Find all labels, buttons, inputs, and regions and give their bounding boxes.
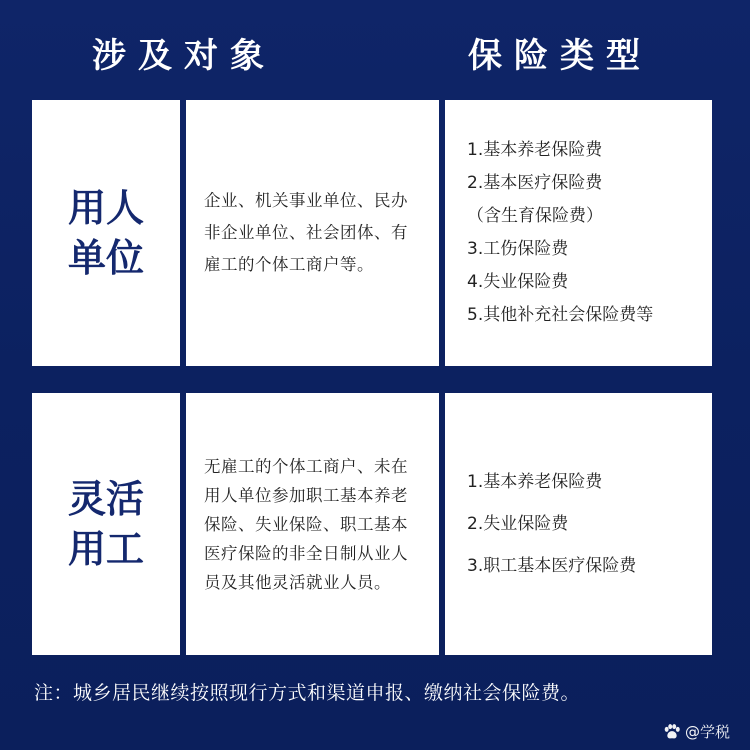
insurance-type-item: 1.基本养老保险费 <box>467 140 603 160</box>
row-label: 用人单位 <box>67 185 144 280</box>
watermark <box>663 721 730 742</box>
row-label: 灵活用工 <box>67 476 144 571</box>
row-label-cell <box>32 393 180 655</box>
header-insurance-type: 保险类型 <box>468 36 652 76</box>
insurance-type-item: 5.其他补充社会保险费等 <box>467 305 654 325</box>
insurance-type-item: 3.工伤保险费 <box>467 239 569 259</box>
insurance-type-item: 4.失业保险费 <box>467 272 569 292</box>
insurance-type-item: 3.职工基本医疗保险费 <box>467 556 637 576</box>
row-types-cell <box>445 100 712 366</box>
insurance-type-item: （含生育保险费） <box>467 206 603 226</box>
row-description: 无雇工的个体工商户、未在用人单位参加职工基本养老保险、失业保险、职工基本医疗保险的非全日制从业人员及其他灵活就业人员。 <box>204 456 408 592</box>
footnote: 注：城乡居民继续按照现行方式和渠道申报、缴纳社会保险费。 <box>34 682 581 704</box>
insurance-type-item: 1.基本养老保险费 <box>467 472 603 492</box>
insurance-type-item: 2.失业保险费 <box>467 514 569 534</box>
watermark-text: @学税 <box>684 723 730 741</box>
row-label-cell <box>32 100 180 366</box>
insurance-type-item: 2.基本医疗保险费 <box>467 173 603 193</box>
paw-icon <box>663 724 681 740</box>
row-description: 企业、机关事业单位、民办非企业单位、社会团体、有雇工的个体工商户等。 <box>204 191 408 274</box>
row-types-cell <box>445 393 712 655</box>
insurance-type-list <box>467 461 636 587</box>
row-description-cell <box>186 393 439 655</box>
insurance-type-list <box>467 134 653 332</box>
header-coverage: 涉及对象 <box>92 36 276 76</box>
row-description-cell <box>186 100 439 366</box>
